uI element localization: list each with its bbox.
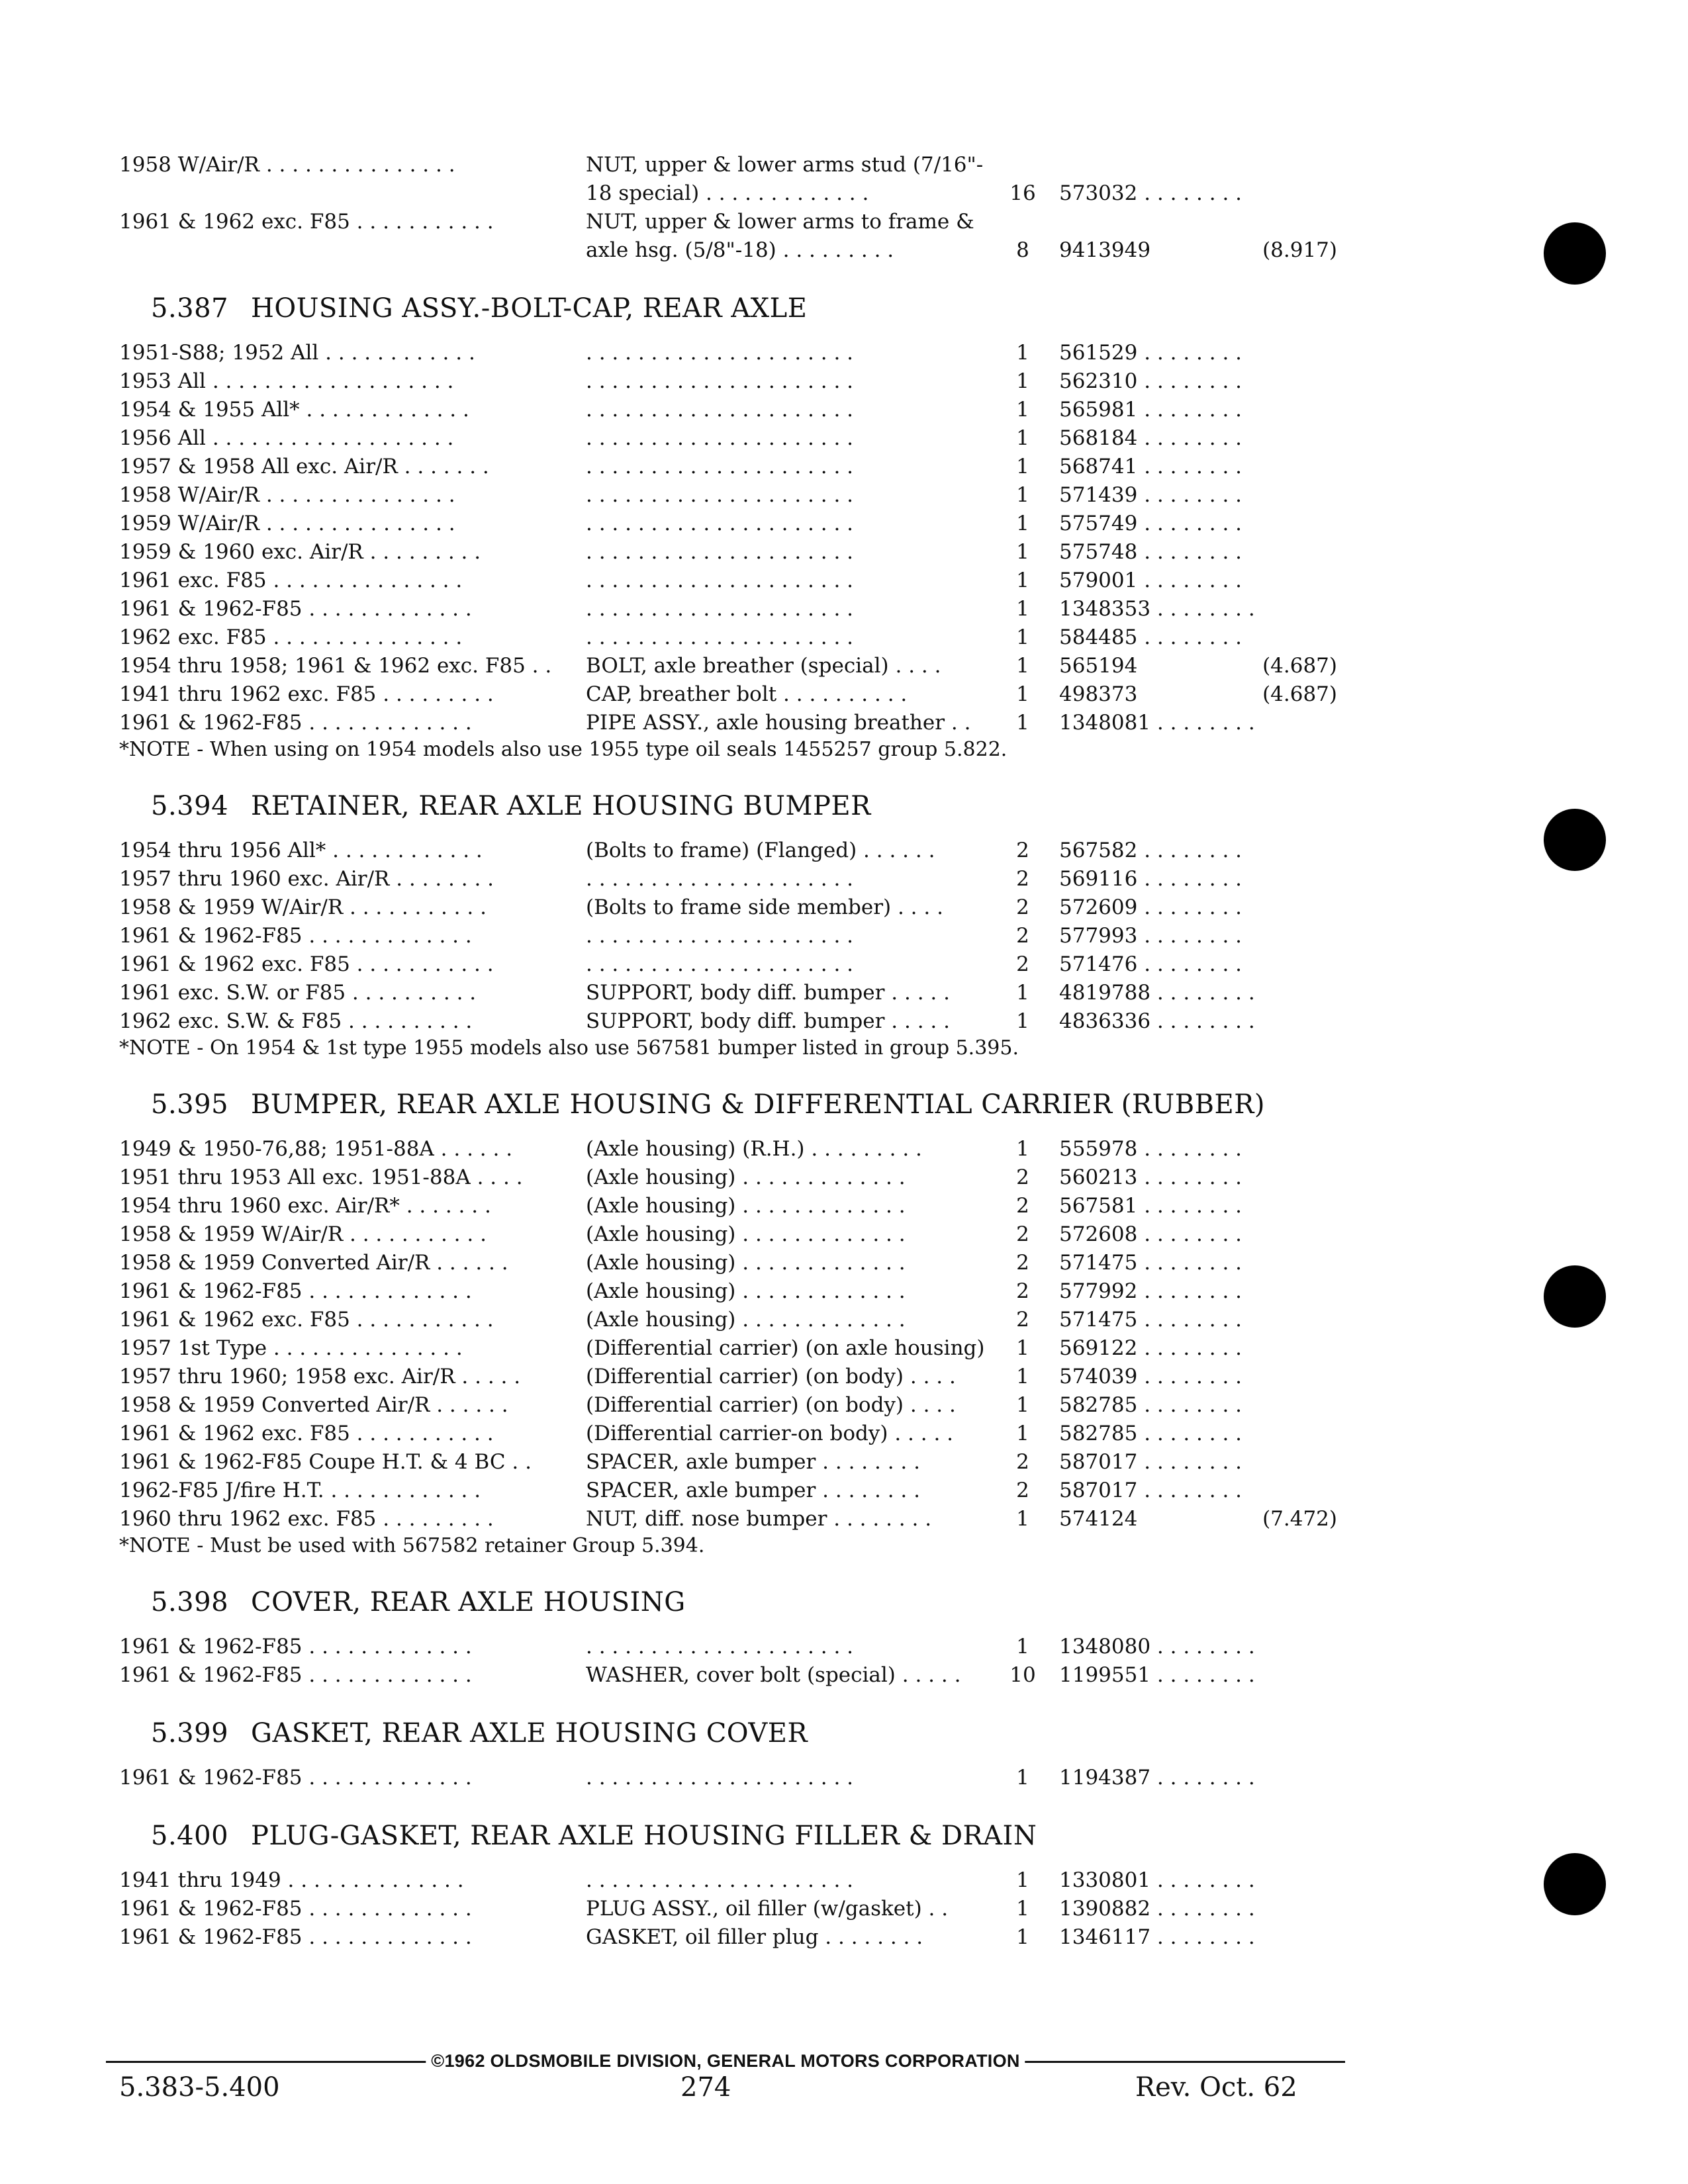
part-number: 4836336 . . . . . . . .	[1059, 1009, 1255, 1033]
binder-hole	[1544, 1265, 1606, 1328]
part-row	[119, 1163, 1344, 1192]
part-description: . . . . . . . . . . . . . . . . . . . . .	[586, 625, 854, 649]
part-row	[119, 236, 1344, 265]
section-title: BUMPER, REAR AXLE HOUSING & DIFFERENTIAL CARRIER (RUBBER)	[251, 1089, 1265, 1120]
model-years: 1957 thru 1960 exc. Air/R . . . . . . . .	[119, 867, 494, 891]
quantity: 1	[1016, 369, 1029, 393]
quantity: 1	[1016, 1507, 1029, 1531]
part-number: 561529 . . . . . . . .	[1059, 341, 1243, 365]
part-description: . . . . . . . . . . . . . . . . . . . . .	[586, 867, 854, 891]
part-description: 18 special) . . . . . . . . . . . . .	[586, 181, 869, 205]
model-years: 1961 & 1962-F85 . . . . . . . . . . . . .	[119, 597, 472, 621]
part-row	[119, 1420, 1344, 1448]
quantity: 1	[1016, 1393, 1029, 1417]
quantity: 1	[1016, 540, 1029, 564]
part-description: SUPPORT, body diff. bumper . . . . .	[586, 981, 950, 1005]
binder-hole	[1544, 222, 1606, 285]
part-row	[119, 1334, 1344, 1363]
quantity: 8	[1016, 238, 1029, 262]
section-number: 5.394	[151, 791, 229, 821]
part-row	[119, 1633, 1344, 1661]
model-years: 1958 & 1959 W/Air/R . . . . . . . . . . .	[119, 895, 487, 919]
part-description: . . . . . . . . . . . . . . . . . . . . .	[586, 952, 854, 976]
part-row	[119, 837, 1344, 865]
section-number: 5.387	[151, 293, 229, 324]
model-years: 1957 1st Type . . . . . . . . . . . . . . .	[119, 1336, 463, 1360]
model-years: 1961 & 1962-F85 . . . . . . . . . . . . .	[119, 1766, 472, 1790]
parts-section	[119, 1089, 1344, 1559]
part-description: . . . . . . . . . . . . . . . . . . . . .	[586, 597, 854, 621]
model-years: 1961 & 1962-F85 . . . . . . . . . . . . .	[119, 711, 472, 735]
part-number: 562310 . . . . . . . .	[1059, 369, 1243, 393]
quantity: 1	[1016, 1422, 1029, 1445]
quantity: 1	[1016, 1009, 1029, 1033]
part-number: 1199551 . . . . . . . .	[1059, 1663, 1255, 1687]
part-description: PLUG ASSY., oil filler (w/gasket) . .	[586, 1897, 949, 1921]
part-number: 567582 . . . . . . . .	[1059, 839, 1243, 862]
quantity: 1	[1016, 1897, 1029, 1921]
section-title: RETAINER, REAR AXLE HOUSING BUMPER	[251, 791, 871, 821]
section-note: *NOTE - On 1954 & 1st type 1955 models also use 567581 bumper listed in group 5.395.	[119, 1036, 1019, 1060]
part-description: PIPE ASSY., axle housing breather . .	[586, 711, 971, 735]
part-description: . . . . . . . . . . . . . . . . . . . . .	[586, 455, 854, 478]
section-number: 5.399	[151, 1718, 229, 1749]
quantity: 2	[1016, 924, 1029, 948]
section-heading	[151, 293, 1344, 324]
quantity: 2	[1016, 895, 1029, 919]
quantity: 1	[1016, 1766, 1029, 1790]
part-row	[119, 339, 1344, 367]
part-row	[119, 1277, 1344, 1306]
part-description: (Axle housing) . . . . . . . . . . . . .	[586, 1222, 906, 1246]
model-years: 1958 W/Air/R . . . . . . . . . . . . . . .	[119, 153, 455, 177]
part-number: 575749 . . . . . . . .	[1059, 512, 1243, 535]
part-number: 568184 . . . . . . . .	[1059, 426, 1243, 450]
part-number: 584485 . . . . . . . .	[1059, 625, 1243, 649]
part-description: SPACER, axle bumper . . . . . . . .	[586, 1479, 920, 1502]
part-description: (Differential carrier) (on body) . . . .	[586, 1393, 956, 1417]
part-number: 4819788 . . . . . . . .	[1059, 981, 1255, 1005]
part-number: 1348081 . . . . . . . .	[1059, 711, 1255, 735]
model-years: 1953 All . . . . . . . . . . . . . . . . . . .	[119, 369, 454, 393]
group-ref: (8.917)	[1262, 238, 1337, 262]
quantity: 2	[1016, 839, 1029, 862]
part-description: (Axle housing) . . . . . . . . . . . . .	[586, 1279, 906, 1303]
quantity: 1	[1016, 426, 1029, 450]
quantity: 2	[1016, 1450, 1029, 1474]
group-ref: (4.687)	[1262, 654, 1337, 678]
part-description: . . . . . . . . . . . . . . . . . . . . .	[586, 1868, 854, 1892]
part-description: (Axle housing) . . . . . . . . . . . . .	[586, 1165, 906, 1189]
section-heading	[151, 1586, 1344, 1618]
part-row	[119, 179, 1344, 208]
part-row	[119, 709, 1344, 737]
part-number: 587017 . . . . . . . .	[1059, 1479, 1243, 1502]
quantity: 1	[1016, 597, 1029, 621]
part-description: (Differential carrier) (on body) . . . .	[586, 1365, 956, 1388]
binder-hole	[1544, 1853, 1606, 1915]
model-years: 1954 thru 1960 exc. Air/R* . . . . . . .	[119, 1194, 491, 1218]
part-description: (Bolts to frame) (Flanged) . . . . . .	[586, 839, 935, 862]
quantity: 1	[1016, 398, 1029, 422]
quantity: 1	[1016, 483, 1029, 507]
group-ref: (4.687)	[1262, 682, 1337, 706]
part-description: (Axle housing) . . . . . . . . . . . . .	[586, 1308, 906, 1332]
model-years: 1961 & 1962 exc. F85 . . . . . . . . . . .	[119, 210, 494, 234]
quantity: 1	[1016, 569, 1029, 592]
quantity: 2	[1016, 1308, 1029, 1332]
part-row	[119, 950, 1344, 979]
part-row	[119, 367, 1344, 396]
model-years: 1961 & 1962-F85 . . . . . . . . . . . . .	[119, 1663, 472, 1687]
part-number: 1348080 . . . . . . . .	[1059, 1635, 1255, 1659]
part-description: SPACER, axle bumper . . . . . . . .	[586, 1450, 920, 1474]
part-row	[119, 453, 1344, 481]
part-row	[119, 1895, 1344, 1923]
part-number: 577992 . . . . . . . .	[1059, 1279, 1243, 1303]
model-years: 1961 & 1962 exc. F85 . . . . . . . . . . .	[119, 1422, 494, 1445]
section-title: PLUG-GASKET, REAR AXLE HOUSING FILLER & DRAIN	[251, 1821, 1037, 1851]
part-number: 565194	[1059, 654, 1138, 678]
model-years: 1958 W/Air/R . . . . . . . . . . . . . . .	[119, 483, 455, 507]
part-description: . . . . . . . . . . . . . . . . . . . . .	[586, 398, 854, 422]
part-description: NUT, upper & lower arms stud (7/16"-	[586, 153, 984, 177]
part-row	[119, 652, 1344, 680]
part-description: axle hsg. (5/8"-18) . . . . . . . . .	[586, 238, 894, 262]
section-heading	[151, 1820, 1344, 1852]
part-number: 582785 . . . . . . . .	[1059, 1422, 1243, 1445]
part-description: . . . . . . . . . . . . . . . . . . . . .	[586, 341, 854, 365]
part-number: 572608 . . . . . . . .	[1059, 1222, 1243, 1246]
part-row	[119, 481, 1344, 510]
part-number: 1194387 . . . . . . . .	[1059, 1766, 1255, 1790]
parts-section	[119, 1586, 1344, 1690]
part-row	[119, 979, 1344, 1007]
part-row	[119, 595, 1344, 623]
model-years: 1960 thru 1962 exc. F85 . . . . . . . . .	[119, 1507, 494, 1531]
part-number: 574124	[1059, 1507, 1138, 1531]
parts-section	[119, 1820, 1344, 1952]
part-description: (Axle housing) . . . . . . . . . . . . .	[586, 1194, 906, 1218]
part-description: (Axle housing) . . . . . . . . . . . . .	[586, 1251, 906, 1275]
model-years: 1959 & 1960 exc. Air/R . . . . . . . . .	[119, 540, 481, 564]
quantity: 1	[1016, 625, 1029, 649]
model-years: 1961 & 1962-F85 . . . . . . . . . . . . .	[119, 924, 472, 948]
part-row	[119, 1477, 1344, 1505]
part-description: WASHER, cover bolt (special) . . . . .	[586, 1663, 961, 1687]
model-years: 1962 exc. F85 . . . . . . . . . . . . . . .	[119, 625, 463, 649]
part-number: 555978 . . . . . . . .	[1059, 1137, 1243, 1161]
section-title: GASKET, REAR AXLE HOUSING COVER	[251, 1718, 808, 1749]
part-number: 587017 . . . . . . . .	[1059, 1450, 1243, 1474]
quantity: 2	[1016, 952, 1029, 976]
section-number: 5.400	[151, 1821, 229, 1851]
model-years: 1949 & 1950-76,88; 1951-88A . . . . . .	[119, 1137, 513, 1161]
quantity: 1	[1016, 654, 1029, 678]
quantity: 2	[1016, 1251, 1029, 1275]
section-note: *NOTE - When using on 1954 models also use 1955 type oil seals 1455257 group 5.822.	[119, 738, 1008, 761]
part-row	[119, 865, 1344, 893]
quantity: 2	[1016, 1194, 1029, 1218]
part-number: 1390882 . . . . . . . .	[1059, 1897, 1255, 1921]
quantity: 2	[1016, 1222, 1029, 1246]
model-years: 1961 & 1962-F85 . . . . . . . . . . . . .	[119, 1279, 472, 1303]
part-row	[119, 922, 1344, 950]
part-description: GASKET, oil filler plug . . . . . . . .	[586, 1925, 923, 1949]
model-years: 1941 thru 1949 . . . . . . . . . . . . . .	[119, 1868, 464, 1892]
model-years: 1956 All . . . . . . . . . . . . . . . . . . .	[119, 426, 454, 450]
quantity: 2	[1016, 1479, 1029, 1502]
part-number: 573032 . . . . . . . .	[1059, 181, 1243, 205]
parts-section	[119, 1717, 1344, 1792]
section-heading	[151, 1717, 1344, 1749]
part-row	[119, 1764, 1344, 1792]
part-row	[119, 680, 1344, 709]
model-years: 1941 thru 1962 exc. F85 . . . . . . . . .	[119, 682, 494, 706]
part-description: (Axle housing) (R.H.) . . . . . . . . .	[586, 1137, 922, 1161]
model-years: 1958 & 1959 W/Air/R . . . . . . . . . . .	[119, 1222, 487, 1246]
part-description: . . . . . . . . . . . . . . . . . . . . .	[586, 426, 854, 450]
model-years: 1954 thru 1958; 1961 & 1962 exc. F85 . .	[119, 654, 552, 678]
model-years: 1958 & 1959 Converted Air/R . . . . . .	[119, 1393, 508, 1417]
part-row	[119, 567, 1344, 595]
part-row	[119, 1192, 1344, 1220]
part-description: (Differential carrier) (on axle housing)	[586, 1336, 985, 1360]
quantity: 1	[1016, 341, 1029, 365]
section-range: 5.383-5.400	[119, 2072, 280, 2103]
model-years: 1957 thru 1960; 1958 exc. Air/R . . . . .	[119, 1365, 521, 1388]
part-number: 565981 . . . . . . . .	[1059, 398, 1243, 422]
parts-section	[119, 293, 1344, 762]
parts-sections	[119, 293, 1344, 1952]
model-years: 1962-F85 J/fire H.T. . . . . . . . . . . . .	[119, 1479, 481, 1502]
quantity: 16	[1009, 181, 1036, 205]
quantity: 1	[1016, 682, 1029, 706]
part-row	[119, 1505, 1344, 1533]
part-description: . . . . . . . . . . . . . . . . . . . . .	[586, 1766, 854, 1790]
part-row	[119, 424, 1344, 453]
binder-hole	[1544, 809, 1606, 871]
quantity: 1	[1016, 1635, 1029, 1659]
part-row	[119, 1923, 1344, 1952]
part-row	[119, 510, 1344, 538]
part-row	[119, 1220, 1344, 1249]
part-description: NUT, diff. nose bumper . . . . . . . .	[586, 1507, 932, 1531]
part-number: 579001 . . . . . . . .	[1059, 569, 1243, 592]
part-description: . . . . . . . . . . . . . . . . . . . . .	[586, 1635, 854, 1659]
quantity: 2	[1016, 1279, 1029, 1303]
revision-date: Rev. Oct. 62	[1135, 2072, 1297, 2103]
parts-list	[119, 151, 1344, 1952]
part-number: 571475 . . . . . . . .	[1059, 1308, 1243, 1332]
part-row	[119, 1391, 1344, 1420]
part-description: . . . . . . . . . . . . . . . . . . . . .	[586, 924, 854, 948]
part-number: 569116 . . . . . . . .	[1059, 867, 1243, 891]
model-years: 1961 & 1962 exc. F85 . . . . . . . . . . .	[119, 1308, 494, 1332]
model-years: 1951 thru 1953 All exc. 1951-88A . . . .	[119, 1165, 523, 1189]
quantity: 1	[1016, 981, 1029, 1005]
part-row	[119, 893, 1344, 922]
part-description: . . . . . . . . . . . . . . . . . . . . .	[586, 483, 854, 507]
quantity: 1	[1016, 1336, 1029, 1360]
part-number: 569122 . . . . . . . .	[1059, 1336, 1243, 1360]
section-number: 5.395	[151, 1089, 229, 1120]
part-row	[119, 1866, 1344, 1895]
quantity: 1	[1016, 1868, 1029, 1892]
part-description: NUT, upper & lower arms to frame &	[586, 210, 974, 234]
group-ref: (7.472)	[1262, 1507, 1337, 1531]
part-number: 1330801 . . . . . . . .	[1059, 1868, 1255, 1892]
part-row	[119, 1306, 1344, 1334]
part-number: 1346117 . . . . . . . .	[1059, 1925, 1255, 1949]
part-number: 574039 . . . . . . . .	[1059, 1365, 1243, 1388]
part-row	[119, 623, 1344, 652]
part-number: 498373	[1059, 682, 1138, 706]
part-number: 571439 . . . . . . . .	[1059, 483, 1243, 507]
part-number: 571475 . . . . . . . .	[1059, 1251, 1243, 1275]
model-years: 1951-S88; 1952 All . . . . . . . . . . . .	[119, 341, 475, 365]
part-row	[119, 538, 1344, 567]
part-number: 560213 . . . . . . . .	[1059, 1165, 1243, 1189]
quantity: 2	[1016, 1165, 1029, 1189]
part-row	[119, 1661, 1344, 1690]
section-title: HOUSING ASSY.-BOLT-CAP, REAR AXLE	[251, 293, 808, 324]
part-description: . . . . . . . . . . . . . . . . . . . . .	[586, 512, 854, 535]
model-years: 1962 exc. S.W. & F85 . . . . . . . . . .	[119, 1009, 473, 1033]
quantity: 1	[1016, 455, 1029, 478]
part-number: 567581 . . . . . . . .	[1059, 1194, 1243, 1218]
part-number: 572609 . . . . . . . .	[1059, 895, 1243, 919]
section-heading	[151, 790, 1344, 822]
section-title: COVER, REAR AXLE HOUSING	[251, 1587, 686, 1617]
part-row	[119, 1007, 1344, 1036]
part-description: (Differential carrier-on body) . . . . .	[586, 1422, 954, 1445]
quantity: 1	[1016, 1925, 1029, 1949]
part-description: CAP, breather bolt . . . . . . . . . .	[586, 682, 908, 706]
copyright-notice: ©1962 OLDSMOBILE DIVISION, GENERAL MOTORS CORPORATION	[426, 2049, 1025, 2073]
part-row	[119, 151, 1344, 179]
continued-entries	[119, 151, 1344, 265]
parts-section	[119, 790, 1344, 1061]
model-years: 1961 exc. S.W. or F85 . . . . . . . . . .	[119, 981, 477, 1005]
model-years: 1954 thru 1956 All* . . . . . . . . . . . .	[119, 839, 483, 862]
part-row	[119, 1249, 1344, 1277]
part-number: 571476 . . . . . . . .	[1059, 952, 1243, 976]
part-row	[119, 1448, 1344, 1477]
section-heading	[151, 1089, 1344, 1120]
model-years: 1961 & 1962-F85 . . . . . . . . . . . . .	[119, 1897, 472, 1921]
part-number: 582785 . . . . . . . .	[1059, 1393, 1243, 1417]
part-row	[119, 1135, 1344, 1163]
model-years: 1961 exc. F85 . . . . . . . . . . . . . . .	[119, 569, 463, 592]
model-years: 1961 & 1962-F85 . . . . . . . . . . . . .	[119, 1635, 472, 1659]
part-number: 575748 . . . . . . . .	[1059, 540, 1243, 564]
part-description: SUPPORT, body diff. bumper . . . . .	[586, 1009, 950, 1033]
part-number: 1348353 . . . . . . . .	[1059, 597, 1255, 621]
quantity: 10	[1009, 1663, 1036, 1687]
part-description: (Bolts to frame side member) . . . .	[586, 895, 943, 919]
part-row	[119, 396, 1344, 424]
page-number: 274	[680, 2072, 731, 2103]
quantity: 1	[1016, 512, 1029, 535]
model-years: 1961 & 1962-F85 . . . . . . . . . . . . .	[119, 1925, 472, 1949]
part-number: 577993 . . . . . . . .	[1059, 924, 1243, 948]
section-number: 5.398	[151, 1587, 229, 1617]
part-number: 9413949	[1059, 238, 1151, 262]
quantity: 1	[1016, 711, 1029, 735]
model-years: 1959 W/Air/R . . . . . . . . . . . . . . .	[119, 512, 455, 535]
section-note: *NOTE - Must be used with 567582 retainer Group 5.394.	[119, 1534, 705, 1557]
part-row	[119, 1363, 1344, 1391]
footer-rule	[106, 2048, 1345, 2074]
quantity: 1	[1016, 1137, 1029, 1161]
model-years: 1961 & 1962-F85 Coupe H.T. & 4 BC . .	[119, 1450, 532, 1474]
part-row	[119, 208, 1344, 236]
quantity: 1	[1016, 1365, 1029, 1388]
model-years: 1957 & 1958 All exc. Air/R . . . . . . .	[119, 455, 489, 478]
part-number: 568741 . . . . . . . .	[1059, 455, 1243, 478]
model-years: 1958 & 1959 Converted Air/R . . . . . .	[119, 1251, 508, 1275]
part-description: . . . . . . . . . . . . . . . . . . . . .	[586, 540, 854, 564]
quantity: 2	[1016, 867, 1029, 891]
part-description: . . . . . . . . . . . . . . . . . . . . .	[586, 369, 854, 393]
part-description: . . . . . . . . . . . . . . . . . . . . .	[586, 569, 854, 592]
model-years: 1954 & 1955 All* . . . . . . . . . . . . .	[119, 398, 469, 422]
model-years: 1961 & 1962 exc. F85 . . . . . . . . . . .	[119, 952, 494, 976]
part-description: BOLT, axle breather (special) . . . .	[586, 654, 941, 678]
